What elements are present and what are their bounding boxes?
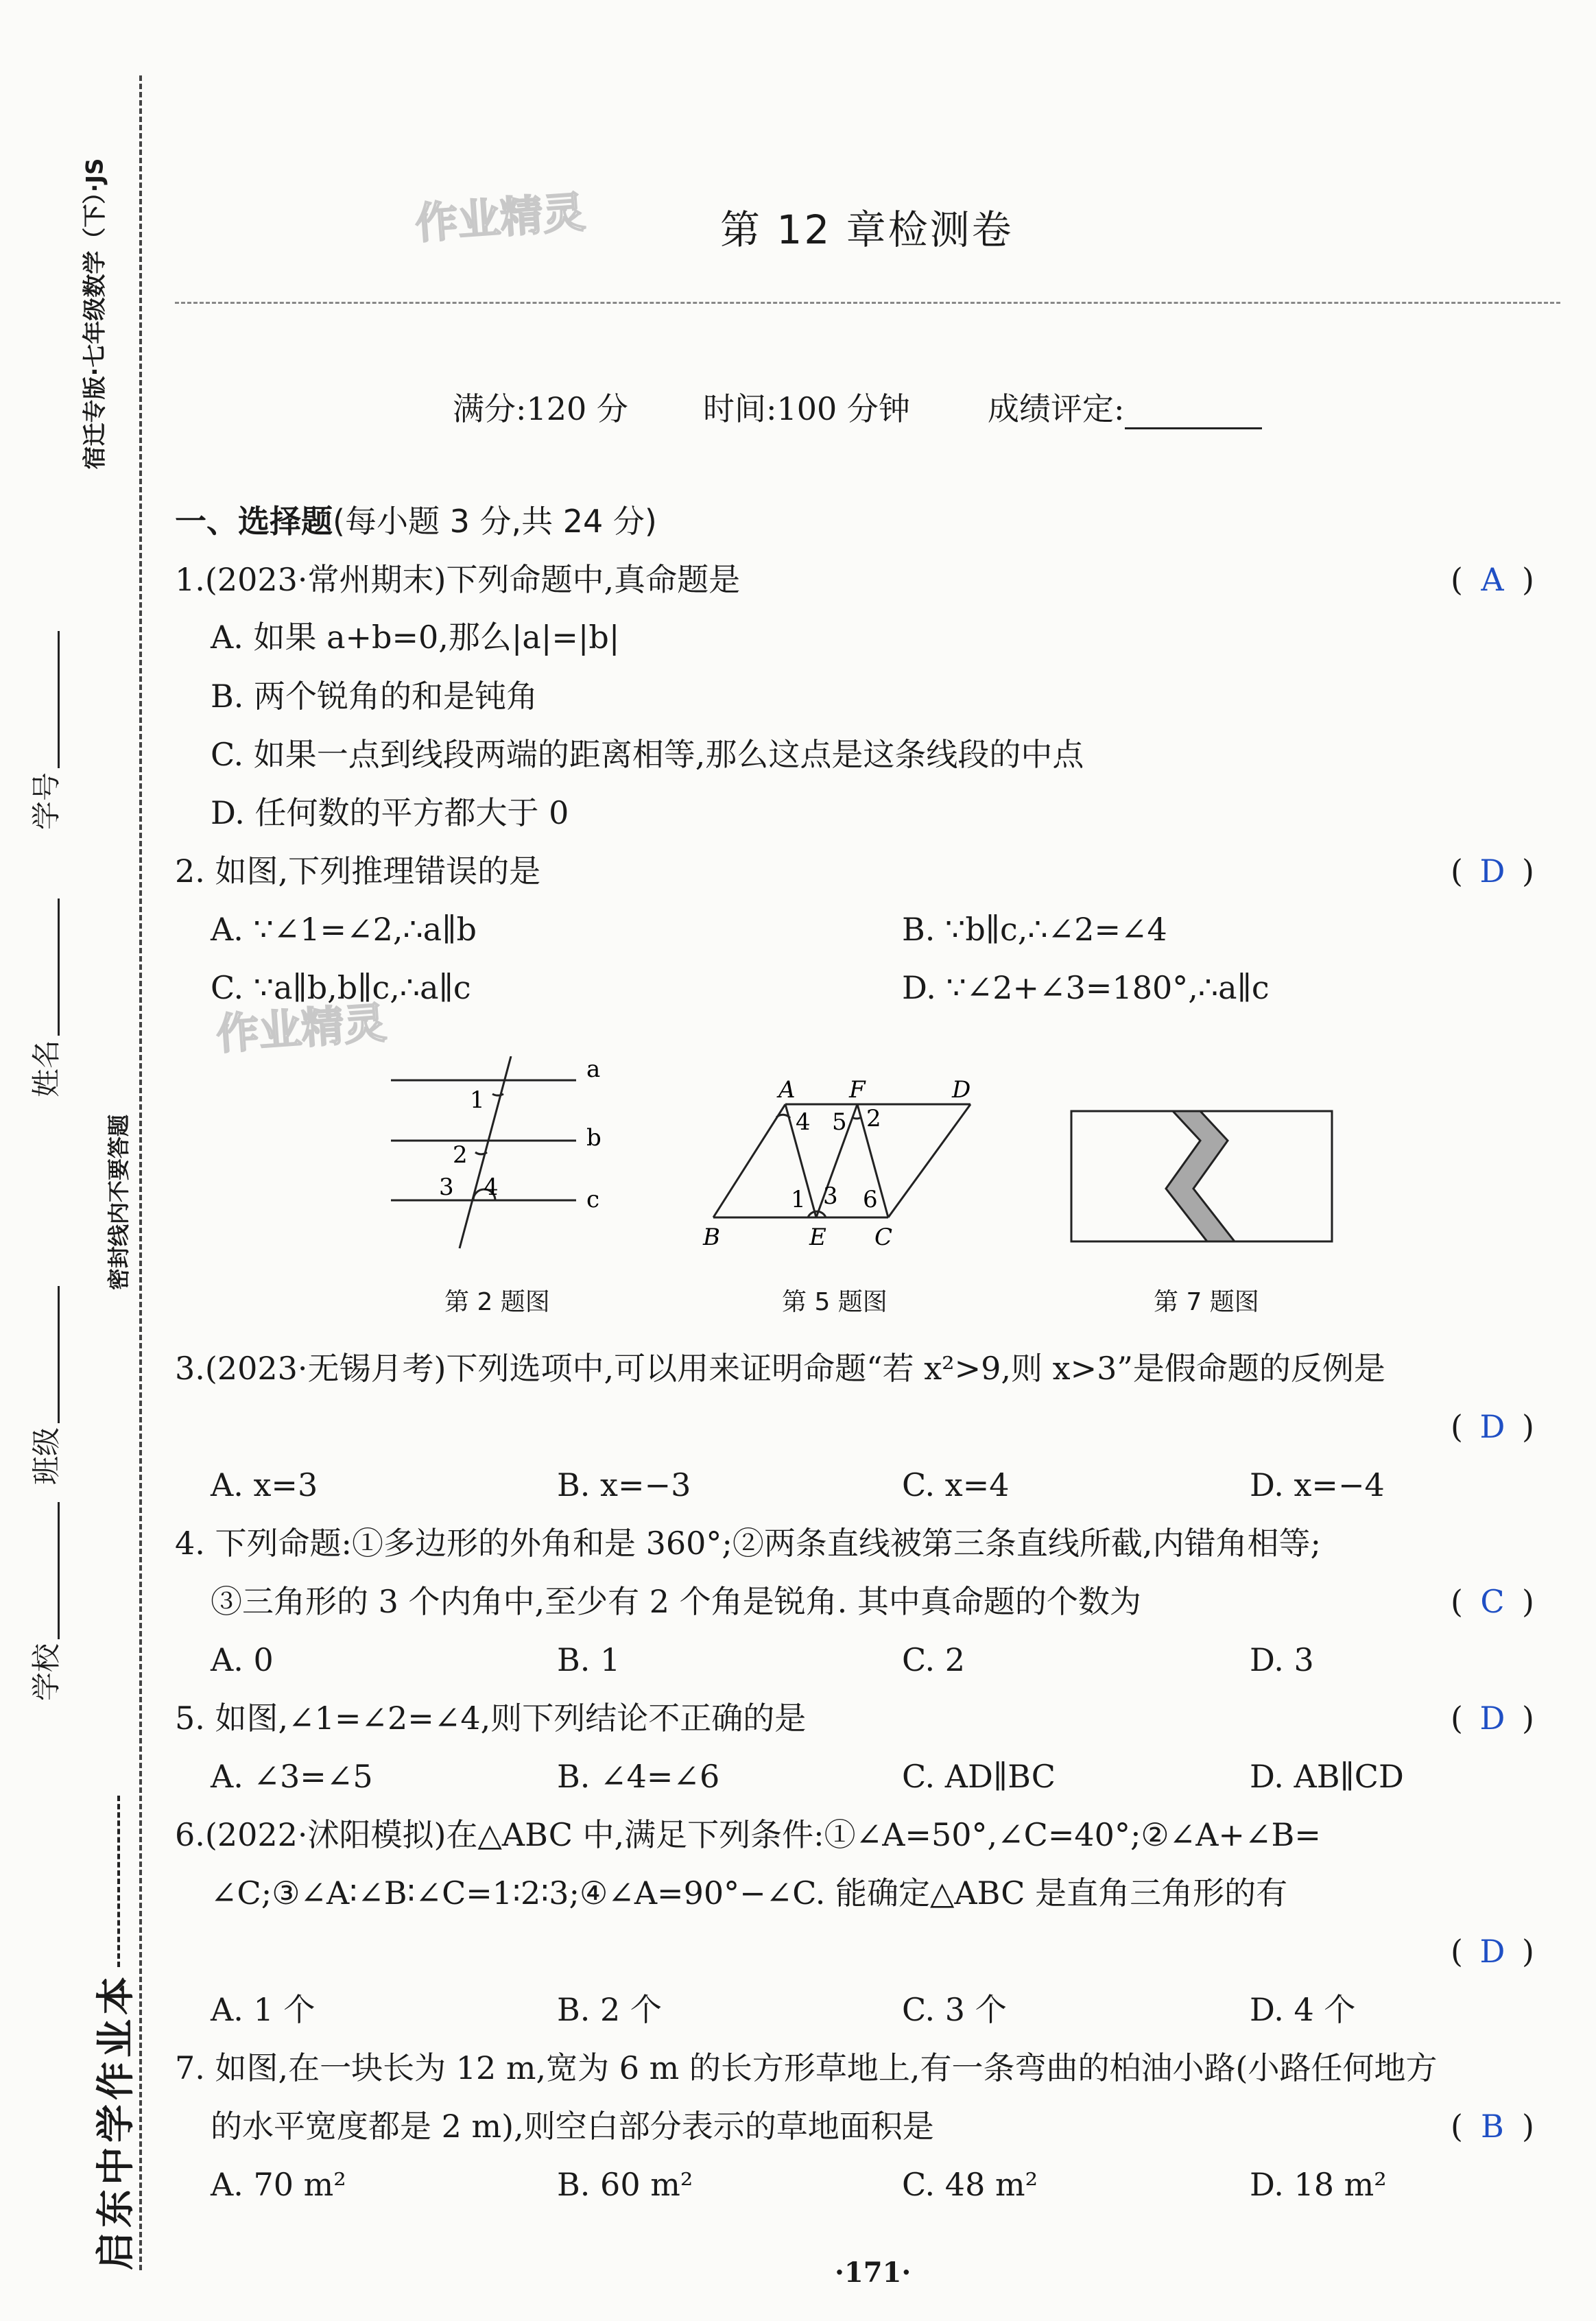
school-blank[interactable] xyxy=(37,1502,60,1639)
q1-stem: 1.(2023·常州期末)下列命题中,真命题是 xyxy=(175,561,741,598)
q3-stem: 3.(2023·无锡月考)下列选项中,可以用来证明命题“若 x²>9,则 x>3”是假命题的反例是 xyxy=(175,1350,1385,1387)
class-blank[interactable] xyxy=(37,1286,60,1423)
brand-label: 启东中学作业本 xyxy=(86,1790,141,2270)
name-blank[interactable] xyxy=(37,898,60,1036)
q7-stem-line2: 的水平宽度都是 2 m),则空白部分表示的草地面积是 xyxy=(211,2108,934,2145)
fig2-label-2: 2 xyxy=(453,1141,468,1169)
grade-blank[interactable] xyxy=(1125,401,1262,429)
seal-notice: 密封线内不要答题 xyxy=(102,1088,133,1316)
q7-option-b[interactable]: B. 60 m² xyxy=(557,2166,693,2203)
fig2-label-1: 1 xyxy=(470,1086,485,1114)
q3-option-c[interactable]: C. x=4 xyxy=(902,1466,1010,1503)
fig5-label-A: A xyxy=(778,1076,796,1104)
fig5-label-B: B xyxy=(703,1224,720,1251)
fig5-label-4: 4 xyxy=(796,1108,811,1136)
fig5-label-F: F xyxy=(849,1076,866,1104)
q4-option-b[interactable]: B. 1 xyxy=(557,1641,621,1678)
q6-option-c[interactable]: C. 3 个 xyxy=(902,1991,1007,2028)
fig5-label-C: C xyxy=(874,1224,893,1251)
watermark-2: 作业精灵 xyxy=(215,997,388,1060)
full-score: 满分:120 分 xyxy=(453,390,628,427)
q4-option-a[interactable]: A. 0 xyxy=(211,1641,274,1678)
q7-option-d[interactable]: D. 18 m² xyxy=(1250,2166,1387,2203)
class-field xyxy=(24,1279,65,1485)
q4-option-d[interactable]: D. 3 xyxy=(1250,1641,1314,1678)
school-field xyxy=(24,1495,65,1701)
q2-option-d[interactable]: D. ∵∠2+∠3=180°,∴a∥c xyxy=(902,969,1270,1006)
name-label: 姓名 xyxy=(29,1039,63,1097)
student-no-blank[interactable] xyxy=(37,631,60,768)
figure-2 xyxy=(384,1056,631,1262)
fig2-label-b: b xyxy=(586,1124,602,1152)
q6-option-b[interactable]: B. 2 个 xyxy=(557,1991,662,2028)
q7-option-a[interactable]: A. 70 m² xyxy=(211,2166,346,2203)
header-divider xyxy=(175,302,1560,304)
q3-answer: ( D ) xyxy=(1451,1408,1534,1445)
student-no-field xyxy=(24,624,65,830)
q1-option-b[interactable]: B. 两个锐角的和是钝角 xyxy=(211,678,538,715)
school-label: 学校 xyxy=(29,1643,63,1701)
fig5-label-E: E xyxy=(809,1224,826,1251)
fig5-label-D: D xyxy=(952,1076,971,1104)
q2-option-b[interactable]: B. ∵b∥c,∴∠2=∠4 xyxy=(902,911,1167,948)
q5-option-c[interactable]: C. AD∥BC xyxy=(902,1758,1056,1795)
q1-option-c[interactable]: C. 如果一点到线段两端的距离相等,那么这点是这条线段的中点 xyxy=(211,736,1084,773)
q2-answer: ( D ) xyxy=(1451,853,1534,890)
figure-5-caption: 第 5 题图 xyxy=(782,1288,888,1316)
section-title: 一、选择题(每小题 3 分,共 24 分) xyxy=(175,503,657,540)
q5-stem: 5. 如图,∠1=∠2=∠4,则下列结论不正确的是 xyxy=(175,1700,807,1737)
q7-answer: ( B ) xyxy=(1451,2108,1534,2145)
grade-label: 成绩评定: xyxy=(988,390,1125,427)
q6-answer: ( D ) xyxy=(1451,1933,1534,1970)
q7-option-c[interactable]: C. 48 m² xyxy=(902,2166,1038,2203)
q1-option-d[interactable]: D. 任何数的平方都大于 0 xyxy=(211,794,569,831)
figure-7-caption: 第 7 题图 xyxy=(1154,1288,1259,1316)
fig2-label-3: 3 xyxy=(439,1174,454,1201)
q1-answer: ( A ) xyxy=(1451,561,1534,598)
fig2-label-4: 4 xyxy=(484,1174,499,1201)
fig2-label-a: a xyxy=(586,1056,601,1083)
q6-option-a[interactable]: A. 1 个 xyxy=(211,1991,315,2028)
q2-option-a[interactable]: A. ∵∠1=∠2,∴a∥b xyxy=(211,911,477,948)
fig2-label-c: c xyxy=(586,1186,600,1213)
figure-5 xyxy=(693,1073,1001,1255)
watermark: 作业精灵 xyxy=(414,187,587,249)
page-title: 第 12 章检测卷 xyxy=(720,206,1014,253)
q6-option-d[interactable]: D. 4 个 xyxy=(1250,1991,1356,2028)
q7-stem-line1: 7. 如图,在一块长为 12 m,宽为 6 m 的长方形草地上,有一条弯曲的柏油小路(小路任何地方 xyxy=(175,2049,1438,2086)
q5-option-d[interactable]: D. AB∥CD xyxy=(1250,1758,1404,1795)
q1-option-a[interactable]: A. 如果 a+b=0,那么|a|=|b| xyxy=(211,619,620,656)
exam-time: 时间:100 分钟 xyxy=(703,390,910,427)
q4-answer: ( C ) xyxy=(1451,1583,1534,1620)
grade-field xyxy=(988,384,1262,429)
q5-option-a[interactable]: A. ∠3=∠5 xyxy=(211,1758,373,1795)
fig5-label-6: 6 xyxy=(863,1186,878,1213)
q4-stem-line2: ③三角形的 3 个内角中,至少有 2 个角是锐角. 其中真命题的个数为 xyxy=(211,1583,1141,1620)
q2-stem: 2. 如图,下列推理错误的是 xyxy=(175,853,541,890)
fig5-label-1: 1 xyxy=(791,1186,806,1213)
fig5-label-3: 3 xyxy=(823,1182,838,1210)
q2-option-c[interactable]: C. ∵a∥b,b∥c,∴a∥c xyxy=(211,969,471,1006)
fig5-label-5: 5 xyxy=(832,1108,847,1136)
q5-answer: ( D ) xyxy=(1451,1700,1534,1737)
series-label: 宿迁专版·七年级数学（下）·JS xyxy=(81,158,109,470)
q5-option-b[interactable]: B. ∠4=∠6 xyxy=(557,1758,720,1795)
fig5-label-2: 2 xyxy=(866,1105,881,1132)
q3-option-d[interactable]: D. x=−4 xyxy=(1250,1466,1385,1503)
q4-stem-line1: 4. 下列命题:①多边形的外角和是 360°;②两条直线被第三条直线所截,内错角相等; xyxy=(175,1525,1322,1562)
figure-7 xyxy=(1070,1110,1334,1243)
class-label: 班级 xyxy=(29,1427,63,1485)
figure-2-caption: 第 2 题图 xyxy=(444,1288,550,1316)
q3-option-b[interactable]: B. x=−3 xyxy=(557,1466,691,1503)
student-no-label: 学号 xyxy=(29,772,63,830)
name-field xyxy=(24,892,65,1097)
q4-option-c[interactable]: C. 2 xyxy=(902,1641,966,1678)
q6-stem-line1: 6.(2022·沭阳模拟)在△ABC 中,满足下列条件:①∠A=50°,∠C=40°;②∠A+∠B= xyxy=(175,1816,1321,1853)
page-number: ·171· xyxy=(835,2257,912,2289)
q3-option-a[interactable]: A. x=3 xyxy=(211,1466,318,1503)
q6-stem-line2: ∠C;③∠A∶∠B∶∠C=1∶2∶3;④∠A=90°−∠C. 能确定△ABC 是直角三角形的有 xyxy=(211,1874,1288,1912)
